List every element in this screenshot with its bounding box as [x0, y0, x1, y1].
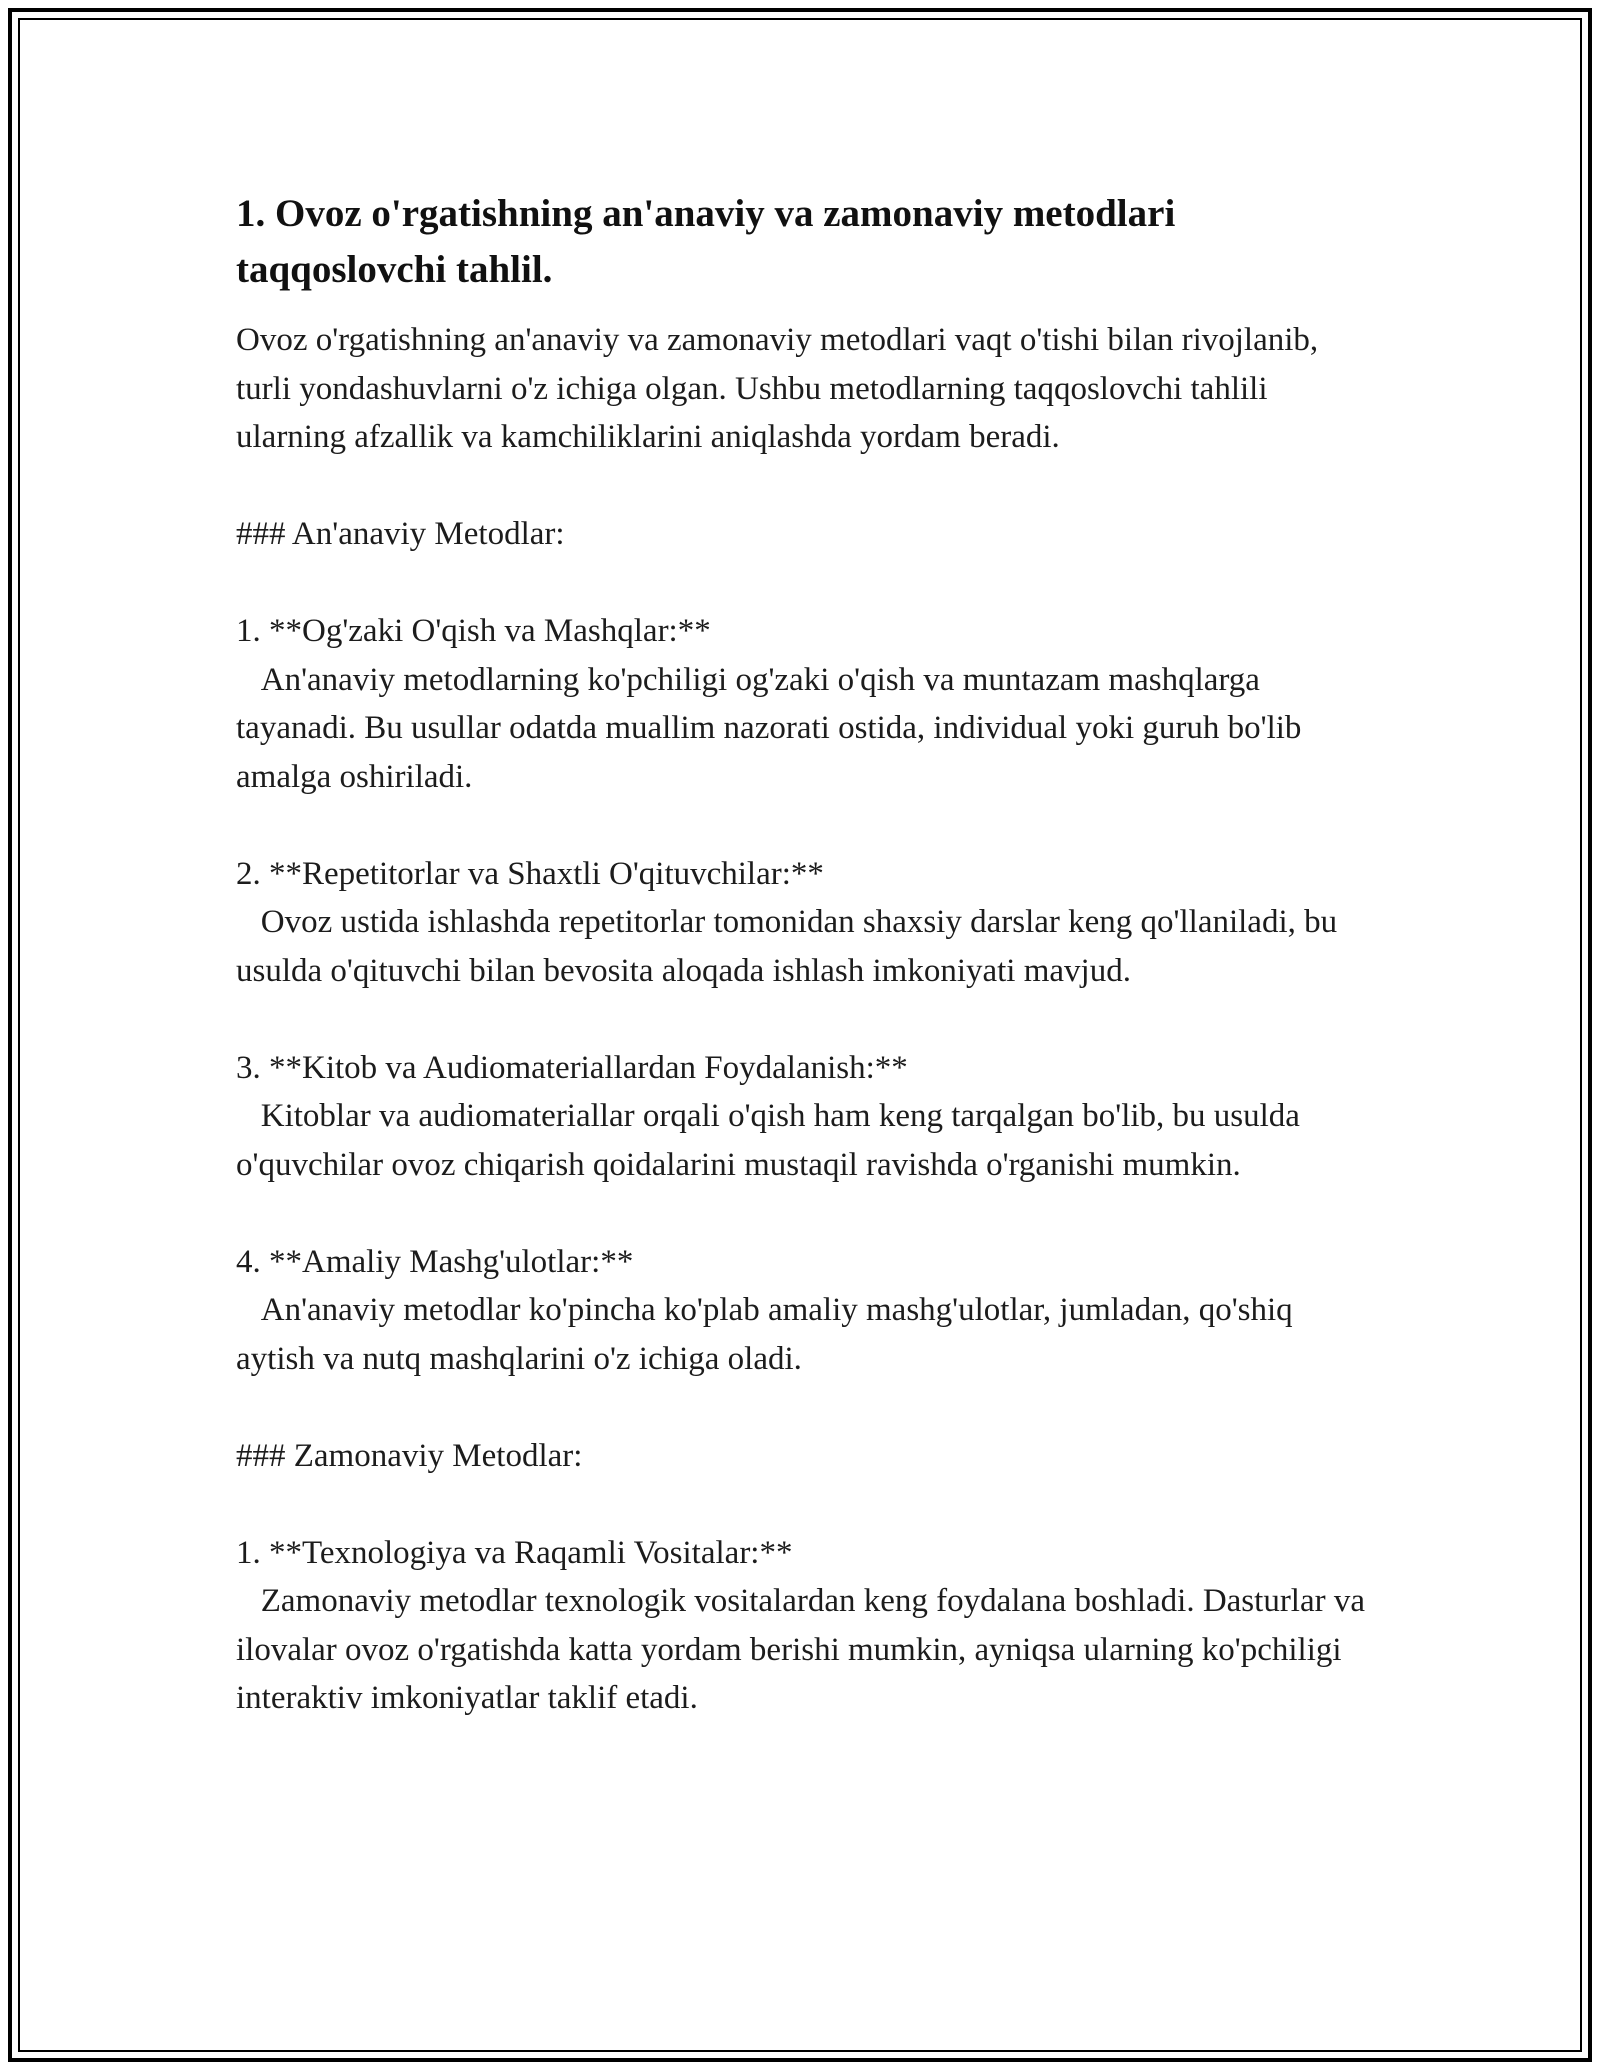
list-item-text: Kitoblar va audiomateriallar orqali o'qish ham keng tarqalgan bo'lib, bu usulda o'quvchilar ovoz chiqarish qoidalarini mustaqil ravishda o'rganishi mumkin.	[236, 1098, 1309, 1183]
list-item-heading: 1. **Texnologiya va Raqamli Vositalar:**	[236, 1534, 793, 1571]
list-item-heading: 1. **Og'zaki O'qish va Mashqlar:**	[236, 613, 711, 649]
spacer	[236, 462, 1366, 511]
spacer	[236, 559, 1366, 608]
spacer	[236, 995, 1366, 1044]
spacer	[236, 1480, 1366, 1529]
section-heading-traditional: ### An'anaviy Metodlar:	[236, 516, 565, 552]
document-title: 1. Ovoz o'rgatishning an'anaviy va zamonaviy metodlari taqqoslovchi tahlil.	[236, 192, 1176, 291]
document-body	[236, 186, 1374, 1723]
list-item-text: Zamonaviy metodlar texnologik vositalardan keng foydalana boshladi. Dasturlar va ilovalar ovoz o'rgatishda katta yordam berishi mumkin, ayniqsa ularning ko'pchiligi interaktiv imkoniyatlar taklif etadi.	[236, 1583, 1374, 1716]
intro-paragraph: Ovoz o'rgatishning an'anaviy va zamonaviy metodlari vaqt o'tishi bilan rivojlanib, turli yondashuvlarni o'z ichiga olgan. Ushbu metodlarning taqqoslovchi tahlili ularning afzallik va kamchiliklarini aniqlashda yordam beradi.	[236, 322, 1327, 455]
list-item-heading: 2. **Repetitorlar va Shaxtli O'qituvchilar:**	[236, 855, 824, 892]
spacer	[236, 1383, 1366, 1432]
spacer	[236, 801, 1366, 850]
list-item-heading: 3. **Kitob va Audiomateriallardan Foydalanish:**	[236, 1049, 908, 1086]
list-item-heading: 4. **Amaliy Mashg'ulotlar:**	[236, 1243, 634, 1280]
spacer	[236, 1189, 1366, 1238]
section-heading-modern: ### Zamonaviy Metodlar:	[236, 1437, 583, 1474]
list-item-text: Ovoz ustida ishlashda repetitorlar tomonidan shaxsiy darslar keng qo'llaniladi, bu usulda o'qituvchi bilan bevosita aloqada ishlash imkoniyati mavjud.	[236, 904, 1346, 989]
list-item-text: An'anaviy metodlar ko'pincha ko'plab amaliy mashg'ulotlar, jumladan, qo'shiq aytish va nutq mashqlarini o'z ichiga oladi.	[236, 1292, 1301, 1377]
list-item-text: An'anaviy metodlarning ko'pchiligi og'zaki o'qish va muntazam mashqlarga tayanadi. Bu usullar odatda muallim nazorati ostida, individual yoki guruh bo'lib amalga oshiriladi.	[236, 661, 1310, 795]
